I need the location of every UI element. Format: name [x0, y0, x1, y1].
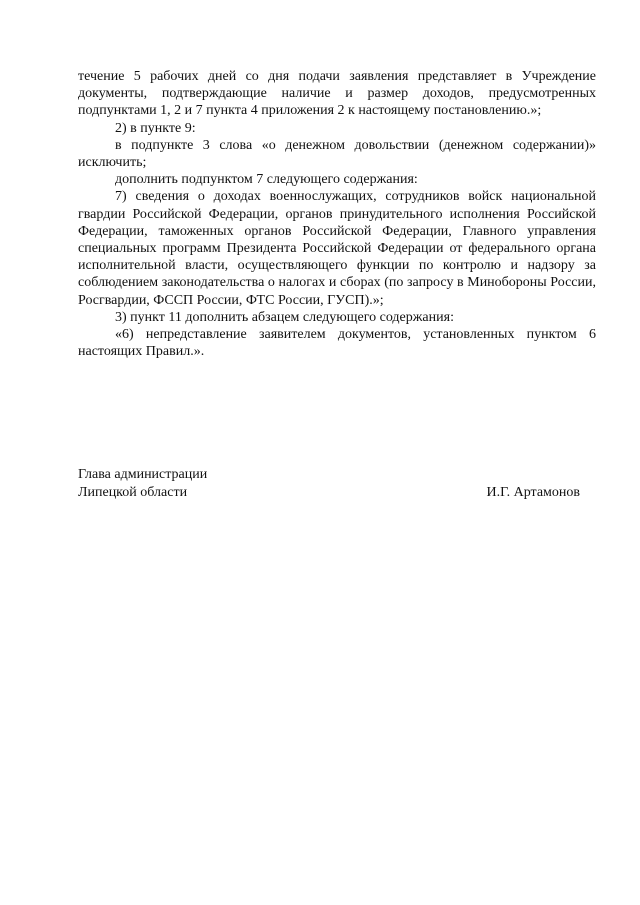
signatory-position-line-1: Глава администрации: [78, 467, 208, 482]
paragraph-4: дополнить подпунктом 7 следующего содержания:: [115, 172, 418, 188]
paragraph-2: 2) в пункте 9:: [115, 120, 196, 136]
paragraph-1: течение 5 рабочих дней со дня подачи заявления представляет в Учреждение документы, подтверждающие наличие и размер доходов, предусмотренных подпунктами 1, 2 и 7 пункта 4 приложения 2 к настоящему постановлению.»;: [78, 69, 596, 119]
signatory-name: И.Г. Артамонов: [486, 485, 580, 500]
signatory-position-line-2: Липецкой области: [78, 485, 188, 500]
document-body: [78, 68, 596, 360]
paragraph-3: в подпункте 3 слова «о денежном довольствии (денежном содержании)» исключить;: [78, 137, 596, 171]
paragraph-6: 3) пункт 11 дополнить абзацем следующего содержания:: [115, 309, 454, 325]
paragraph-7: «6) непредставление заявителем документов, установленных пунктом 6 настоящих Правил.».: [78, 327, 596, 360]
paragraph-5: 7) сведения о доходах военнослужащих, сотрудников войск национальной гвардии Российской Федерации, органов принудительного исполнения Российской Федерации, таможенных органов Российской Федерации, Главного управления специальных программ Президента Российской Федерации от федерального органа исполнительной власти, осуществляющего функции по контролю и надзору за соблюдением законодательства о налогах и сборах (по запросу в Минобороны России, Росгвардии, ФССП России, ФТС России, ГУСП).»;: [78, 189, 596, 308]
signature-row: [78, 484, 596, 502]
signature-block: [78, 466, 596, 502]
